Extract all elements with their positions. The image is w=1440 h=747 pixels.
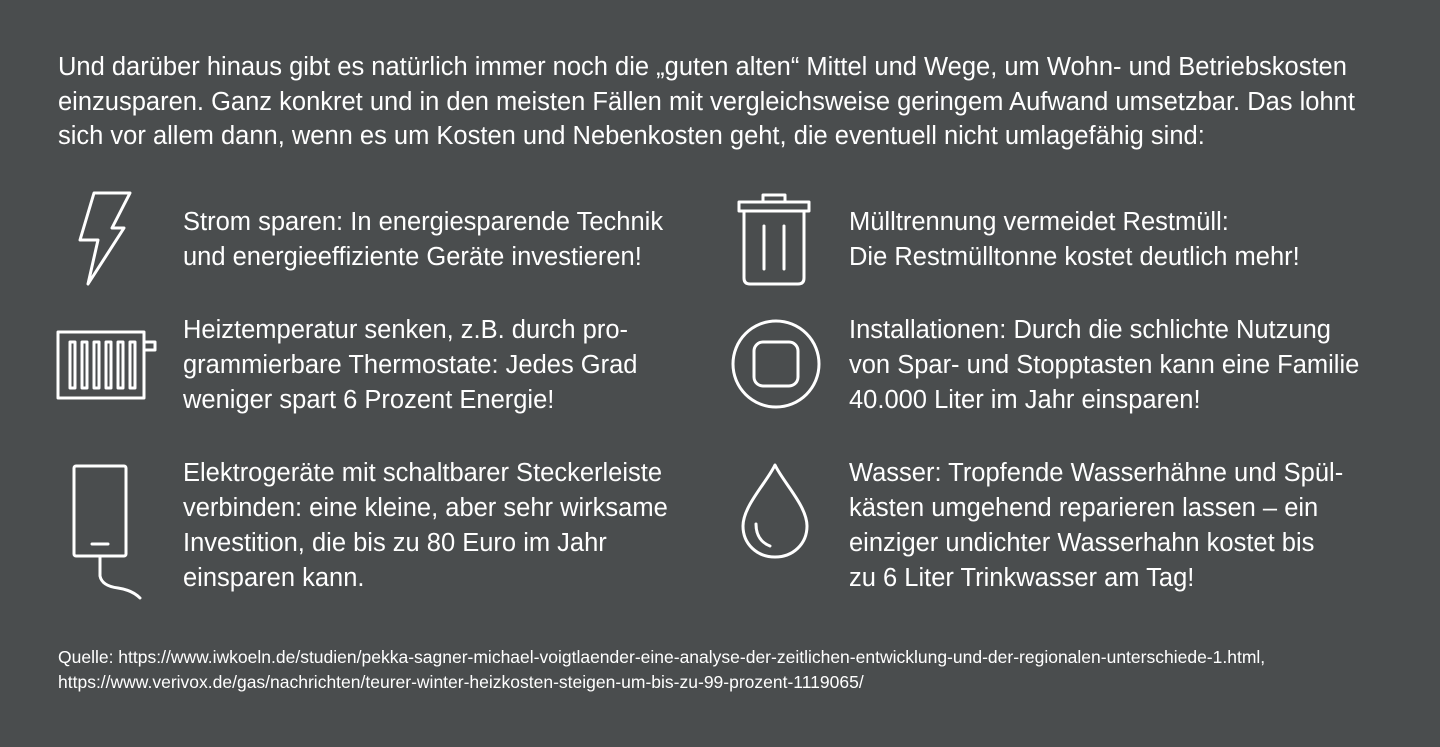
water-drop-icon (740, 462, 810, 560)
tip-elektro-line: verbinden: eine kleine, aber sehr wirksame (183, 494, 668, 522)
tip-elektro (183, 456, 668, 596)
intro-text: Und darüber hinaus gibt es natürlich immer noch die „guten alten“ Mittel und Wege, um Wohn- und Betriebskosten einzusparen. Ganz konkret und in den meisten Fällen mit vergleichsweise geringem Aufwand umsetzbar. Das lohnt sich vor allem dann, wenn es um Kosten und Nebenkosten geht, die eventuell nicht umlagefähig sind: (58, 53, 1355, 150)
tip-muell (849, 205, 1300, 275)
tip-heizung-line: grammierbare Thermostate: Jedes Grad (183, 351, 638, 379)
tip-wasser (849, 456, 1343, 596)
trash-can-icon (737, 192, 811, 287)
tip-heizung-line: weniger spart 6 Prozent Energie! (183, 386, 555, 414)
tip-wasser-line: kästen umgehend reparieren lassen – ein (849, 494, 1319, 522)
radiator-icon (56, 330, 160, 400)
tip-elektro-line: Investition, die bis zu 80 Euro im Jahr (183, 529, 607, 557)
tip-muell-line: Mülltrennung vermeidet Restmüll: (849, 208, 1229, 236)
tip-strom (183, 205, 663, 275)
tip-strom-line: Strom sparen: In energiesparende Technik (183, 208, 664, 236)
tip-wasser-line: zu 6 Liter Trinkwasser am Tag! (849, 564, 1195, 592)
source-line-2: https://www.verivox.de/gas/nachrichten/teurer-winter-heizkosten-steigen-um-bis-zu-99-prozent-1119065/ (58, 672, 864, 692)
tip-heizung (183, 313, 637, 418)
tip-strom-line: und energieeffiziente Geräte investieren! (183, 243, 642, 271)
tip-installation-line: 40.000 Liter im Jahr einsparen! (849, 386, 1201, 414)
flush-button-icon (730, 318, 822, 410)
lightning-bolt-icon (74, 190, 134, 288)
tip-wasser-line: einziger undichter Wasserhahn kostet bis (849, 529, 1315, 557)
tip-installation-line: von Spar- und Stopptasten kann eine Familie (849, 351, 1360, 379)
tip-heizung-line: Heiztemperatur senken, z.B. durch pro- (183, 316, 629, 344)
source-note (58, 645, 1428, 695)
tip-wasser-line: Wasser: Tropfende Wasserhähne und Spül- (849, 459, 1344, 487)
tip-installation-line: Installationen: Durch die schlichte Nutzung (849, 316, 1331, 344)
tip-muell-line: Die Restmülltonne kostet deutlich mehr! (849, 243, 1300, 271)
tip-elektro-line: einsparen kann. (183, 564, 365, 592)
tip-installation (849, 313, 1359, 418)
tip-elektro-line: Elektrogeräte mit schaltbarer Steckerleiste (183, 459, 663, 487)
source-line-1: Quelle: https://www.iwkoeln.de/studien/pekka-sagner-michael-voigtlaender-eine-analyse-der-zeitlichen-entwicklung-und-der-regionalen-unterschiede-1.html, (58, 647, 1266, 667)
power-strip-icon (72, 464, 146, 600)
